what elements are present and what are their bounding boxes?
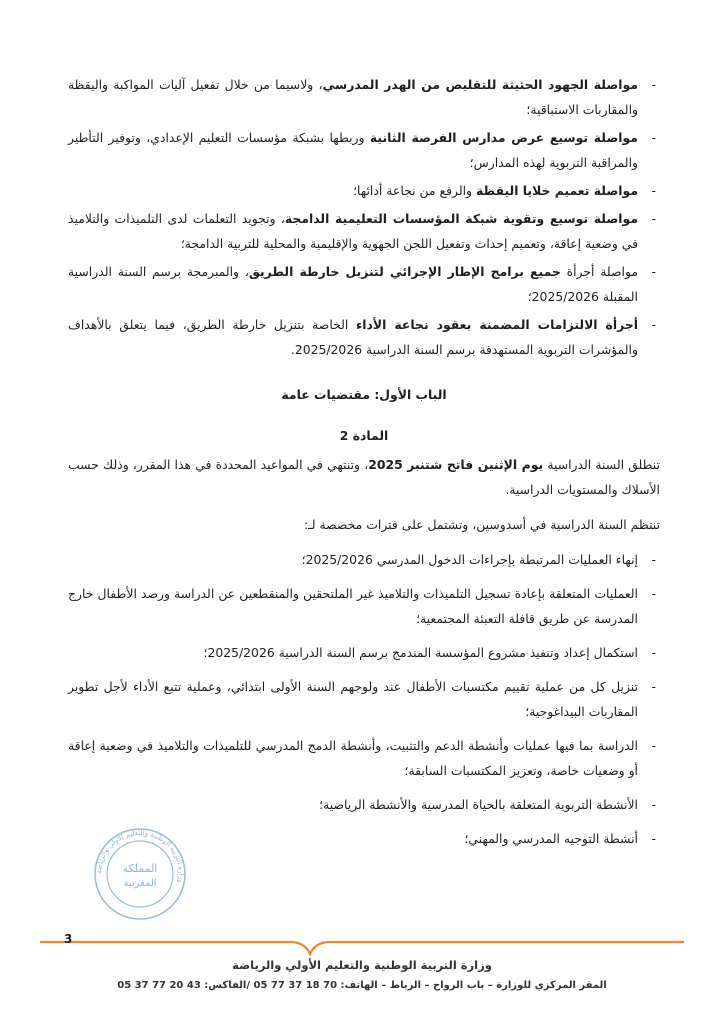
bullet-dash: -: [651, 645, 656, 660]
paragraph-bold-date: يوم الإثنين فاتح شتنبر 2025: [368, 457, 544, 472]
bullet-dash: -: [651, 797, 656, 812]
bullet-text: أنشطة التوجيه المدرسي والمهني؛: [464, 831, 638, 846]
svg-text:وزارة التربية الوطنية والتعليم: [95, 829, 185, 884]
bullet-dash: -: [651, 130, 656, 145]
footer-address: المقر المركزي للوزارة – باب الرواح – الرباط – الهاتف: 70 18 37 77 05 /الفاكس: 43 20 77 37 05: [117, 980, 607, 991]
bullet-dash: -: [651, 77, 656, 92]
stamp-ring-text: وزارة التربية الوطنية والتعليم الأولي والرياضة: [94, 828, 186, 884]
bullet-bold-text: أجرأة الالتزامات المضمنة بعقود نجاعة الأداء: [355, 317, 639, 332]
bullet-text: والرفع من نجاعة أدائها؛: [353, 183, 476, 198]
stamp-text-line2: المغربية: [123, 878, 157, 889]
bullet-dash: -: [651, 264, 656, 279]
page-content: [68, 72, 660, 860]
paragraph-semesters: تنتظم السنة الدراسية في أسدوسين، وتشتمل على فترات مخصصة لـ:: [303, 517, 660, 532]
bullet-text: ، ولاسيما من خلال تفعيل آليات المواكبة واليقظة والمقاربات الاستباقية؛: [68, 77, 638, 117]
official-stamp: [92, 826, 188, 922]
bullet-dash: -: [651, 586, 656, 601]
bullet-dash: -: [651, 183, 656, 198]
bullet-text: استكمال إعداد وتنفيذ مشروع المؤسسة المندمج برسم السنة الدراسية 2025/2026؛: [203, 645, 638, 660]
section-title: الباب الأول: مقتضيات عامة: [281, 387, 447, 402]
bullet-text: العمليات المتعلقة بإعادة تسجيل التلميذات والتلاميذ غير الملتحقين والمنقطعين عن الدراسة ورصد الأطفال خارج المدرسة عن طريق قافلة التعبئة المجتمعية؛: [68, 586, 638, 626]
bullet-dash: -: [651, 831, 656, 846]
list-item: [68, 581, 660, 631]
paragraph-school-year-start: [68, 452, 660, 502]
bullet-dash: -: [651, 552, 656, 567]
list-item: [68, 206, 660, 256]
footer-divider: [0, 928, 724, 958]
bullet-bold-text: مواصلة توسيع عرض مدارس الفرصة الثانية: [369, 130, 638, 145]
bullet-dash: -: [651, 679, 656, 694]
list-item: [68, 733, 660, 783]
list-item: [68, 312, 660, 362]
bullet-dash: -: [651, 317, 656, 332]
paragraph-text: تنطلق السنة الدراسية: [543, 457, 660, 472]
bullet-bold-text: مواصلة الجهود الحثيثة للتقليص من الهدر المدرسي: [322, 77, 638, 92]
bullet-text: ، وتجويد التعلمات لدى التلميذات والتلاميذ في وضعية إعاقة، وتعميم إحداث وتفعيل اللجن الجهوية والإقليمية والمحلية للتربية الدامجة؛: [68, 211, 638, 251]
paragraph-text-tail: ، وتنتهي في المواعيد المحددة في هذا المقرر، وذلك حسب الأسلاك والمستويات الدراسية.: [68, 457, 660, 497]
list-item: [68, 640, 660, 665]
intro-bullet-list: [68, 72, 660, 362]
list-item: [68, 178, 660, 203]
bullet-text: تنزيل كل من عملية تقييم مكتسبات الأطفال عند ولوجهم السنة الأولى ابتدائي، وعملية تتبع الأداء لأجل تطوير المقاربات البيداغوجية؛: [68, 679, 638, 719]
bullet-text: إنهاء العمليات المرتبطة بإجراءات الدخول المدرسي 2025/2026؛: [301, 552, 638, 567]
bullet-text: الخاصة بتنزيل خارطة الطريق، فيما يتعلق بالأهداف والمؤشرات التربوية المستهدفة برسم السنة الدراسية 2025/2026.: [68, 317, 638, 357]
bullet-text: الأنشطة التربوية المتعلقة بالحياة المدرسية والأنشطة الرياضية؛: [319, 797, 638, 812]
bullet-text: الدراسة بما فيها عمليات وأنشطة الدعم والتثبيت، وأنشطة الدمج المدرسي للتلميذات والتلاميذ في وضعية إعاقة أو وضعيات خاصة، وتعزيز المكتسبات السابقة؛: [68, 738, 638, 778]
page-number: 3: [64, 932, 73, 946]
list-item: [68, 125, 660, 175]
bullet-dash: -: [651, 211, 656, 226]
list-item: [68, 674, 660, 724]
bullet-bold-text: مواصلة توسيع وتقوية شبكة المؤسسات التعليمية الدامجة: [284, 211, 638, 226]
bullet-text: مواصلة أجرأة: [560, 264, 638, 279]
footer-ministry-name: وزارة التربية الوطنية والتعليم الأولي والرياضة: [232, 958, 492, 972]
bullet-text: وربطها بشبكة مؤسسات التعليم الإعدادي، وتوفير التأطير والمراقبة التربوية لهذه المدارس؛: [68, 130, 638, 170]
list-item: [68, 72, 660, 122]
list-item: [68, 259, 660, 309]
periods-bullet-list: [68, 547, 660, 851]
list-item: [68, 792, 660, 817]
article-title: المادة 2: [339, 428, 389, 443]
stamp-text-line1: المملكة: [122, 862, 158, 875]
bullet-dash: -: [651, 738, 656, 753]
bullet-bold-text: جميع برامج الإطار الإجرائي لتنزيل خارطة الطريق: [248, 264, 561, 279]
list-item: [68, 547, 660, 572]
bullet-text-tail: ، والمبرمجة برسم السنة الدراسية المقبلة 2025/2026؛: [68, 264, 638, 304]
bullet-bold-text: مواصلة تعميم خلايا اليقظة: [475, 183, 638, 198]
